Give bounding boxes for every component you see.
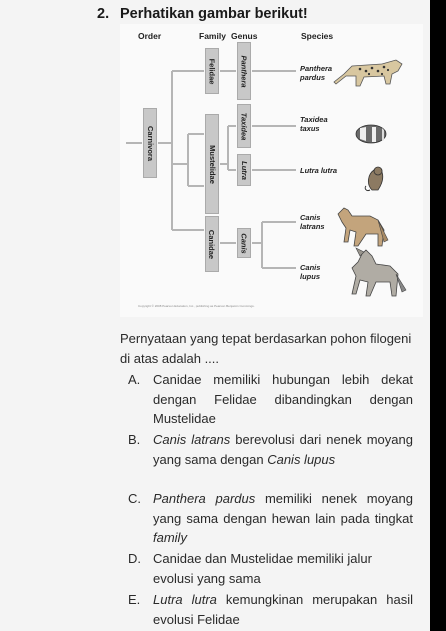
- genus-box-panthera: [237, 42, 251, 100]
- option-text: Lutra lutra kemungkinan merupakan hasil evolusi Felidae: [153, 592, 413, 627]
- option-letter: D.: [128, 551, 141, 566]
- tree-lines: [120, 24, 423, 317]
- question-title: Perhatikan gambar berikut!: [120, 6, 308, 22]
- order-label-box: [143, 108, 157, 178]
- coyote-icon: [338, 208, 388, 246]
- genus-label: Lutra: [239, 160, 249, 180]
- option-d[interactable]: [128, 549, 413, 588]
- genus-label: Taxidea: [239, 112, 249, 140]
- option-a[interactable]: [128, 370, 413, 429]
- family-box-canidae: [205, 216, 219, 272]
- header-species: Species: [301, 31, 334, 41]
- family-label: Felidae: [207, 58, 217, 84]
- figure-credit: Copyright © 2008 Pearson Education, Inc., publishing as Pearson Benjamin Cummings.: [138, 304, 255, 308]
- order-label: Carnivora: [145, 125, 155, 161]
- genus-box-taxidea: [237, 104, 251, 148]
- otter-icon: [365, 167, 383, 191]
- species-label: Taxidea taxus: [300, 115, 328, 133]
- wolf-icon: [352, 248, 406, 296]
- family-box-felidae: [205, 48, 219, 94]
- species-label: Lutra lutra: [300, 166, 338, 175]
- leopard-icon: [334, 60, 402, 86]
- option-b[interactable]: [128, 430, 413, 469]
- family-box-mustelidae: [205, 114, 219, 214]
- question-statement: Pernyataan yang tepat berdasarkan pohon filogeni di atas adalah ....: [120, 331, 412, 366]
- header-family: Family: [199, 31, 226, 41]
- family-label: Canidae: [207, 229, 217, 259]
- family-label: Mustelidae: [207, 144, 217, 184]
- option-letter: A.: [128, 372, 141, 387]
- option-e[interactable]: [128, 590, 413, 629]
- option-text: Canis latrans berevolusi dari nenek moyang yang sama dengan Canis lupus: [153, 432, 413, 467]
- species-label: Canis latrans: [300, 213, 325, 231]
- header-genus: Genus: [231, 31, 258, 41]
- question-number: 2.: [97, 6, 110, 22]
- option-c[interactable]: [128, 489, 413, 548]
- option-text: Canidae dan Mustelidae memiliki jalur evolusi yang sama: [153, 551, 372, 586]
- species-label: Canis lupus: [300, 263, 321, 281]
- option-text: Canidae memiliki hubungan lebih dekat dengan Felidae dibandingkan dengan Mustelidae: [153, 372, 413, 427]
- species-label: Panthera pardus: [300, 64, 333, 82]
- genus-box-canis: [237, 228, 251, 258]
- badger-icon: [356, 125, 386, 143]
- option-text: Panthera pardus memiliki nenek moyang yang sama dengan hewan lain pada tingkat family: [153, 491, 413, 546]
- option-letter: E.: [128, 592, 141, 607]
- genus-label: Panthera: [239, 54, 249, 88]
- option-letter: B.: [128, 432, 141, 447]
- right-edge: [430, 0, 446, 631]
- header-order: Order: [138, 31, 162, 41]
- option-letter: C.: [128, 491, 141, 506]
- genus-box-lutra: [237, 154, 251, 186]
- phylogeny-figure: [120, 24, 423, 317]
- genus-label: Canis: [239, 232, 249, 254]
- question-heading: [97, 6, 308, 22]
